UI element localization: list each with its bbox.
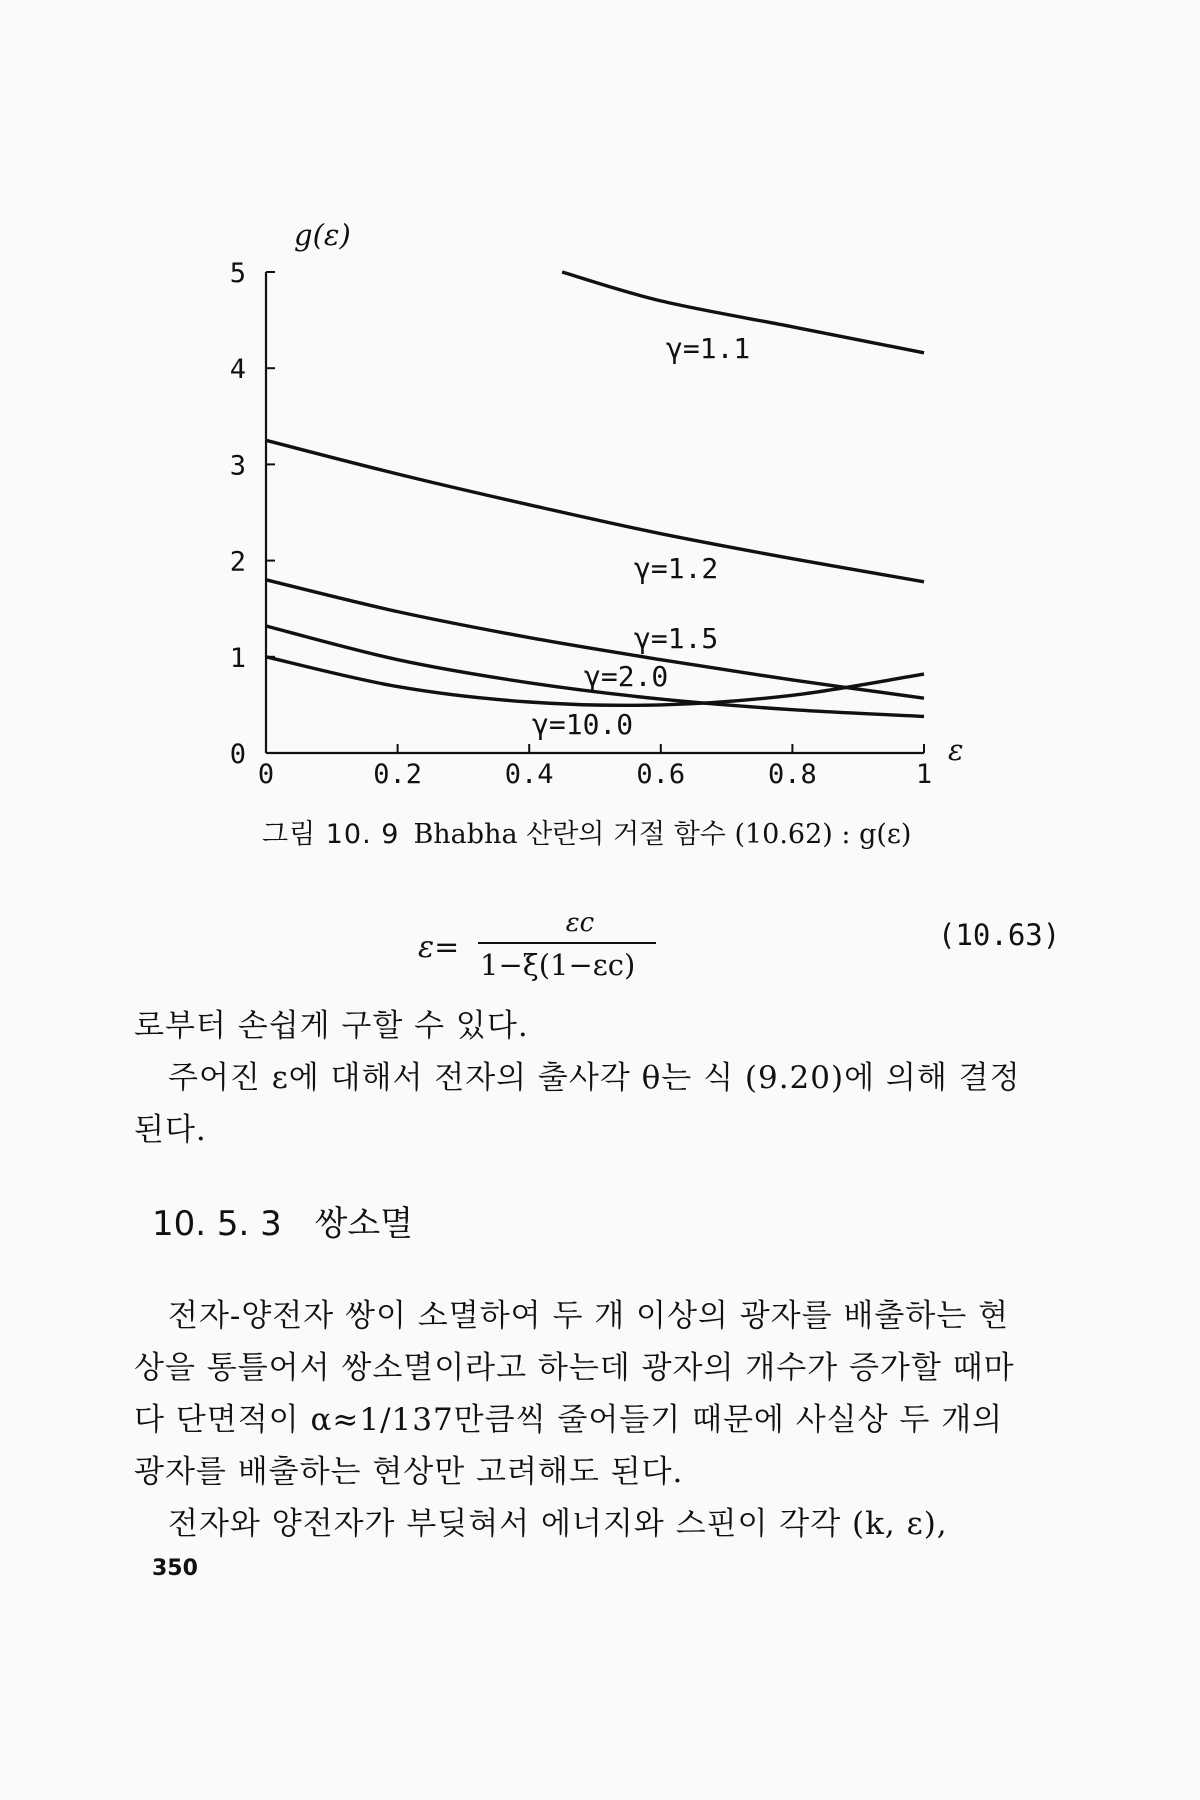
x-tick-label: 0.4 <box>504 759 554 790</box>
y-tick-label: 4 <box>229 354 246 386</box>
paragraph2-line: 전자-양전자 쌍이 소멸하여 두 개 이상의 광자를 배출하는 현 <box>168 1298 1010 1334</box>
paragraph1-line: 된다. <box>134 1112 207 1148</box>
x-tick-label: 0 <box>257 759 275 790</box>
bhabha-rejection-chart <box>0 0 1200 800</box>
curve-label-gamma-10.0: γ=10.0 <box>532 708 634 741</box>
figure-caption <box>262 812 911 851</box>
curve-label-gamma-1.5: γ=1.5 <box>634 622 719 655</box>
x-tick-label: 0.2 <box>373 759 422 790</box>
figure-caption-text: Bhabha 산란의 거절 함수 (10.62) : g(ε) <box>413 819 912 850</box>
y-tick-label: 1 <box>229 642 246 674</box>
y-tick-label: 2 <box>229 546 246 578</box>
y-axis-title: g(ε) <box>294 218 351 252</box>
curve-label-gamma-1.1: γ=1.1 <box>666 332 751 365</box>
figure-number: 그림 10. 9 <box>262 819 400 850</box>
y-tick-label: 0 <box>229 739 246 770</box>
equation-label: (10.63) <box>938 918 1061 952</box>
paragraph2-line: 다 단면적이 α≈1/137만큼씩 줄어들기 때문에 사실상 두 개의 <box>134 1402 1004 1438</box>
paragraph2-line: 광자를 배출하는 현상만 고려해도 된다. <box>134 1454 684 1490</box>
paragraph2-line: 상을 통틀어서 쌍소멸이라고 하는데 광자의 개수가 증가할 때마 <box>134 1350 1015 1386</box>
paragraph1-line: 로부터 손쉽게 구할 수 있다. <box>134 1008 529 1044</box>
x-tick-label: 0.8 <box>768 759 817 790</box>
page-number: 350 <box>152 1556 198 1581</box>
x-tick-label: 0.6 <box>636 759 686 790</box>
y-tick-label: 5 <box>229 258 246 289</box>
curve-series-1 <box>266 440 924 582</box>
section-heading <box>152 1196 413 1245</box>
equation-numerator: εc <box>565 908 595 938</box>
equation-denominator: 1−ξ(1−εc) <box>480 948 636 982</box>
section-number: 10. 5. 3 <box>152 1204 282 1244</box>
curve-label-gamma-1.2: γ=1.2 <box>634 552 719 585</box>
curve-label-gamma-2.0: γ=2.0 <box>584 660 669 693</box>
y-tick-label: 3 <box>229 450 246 482</box>
x-axis-title: ε <box>948 733 964 767</box>
x-tick-label: 1 <box>915 759 933 790</box>
paragraph2-line: 전자와 양전자가 부딪혀서 에너지와 스핀이 각각 (k, ε), <box>168 1506 948 1542</box>
paragraph1-line: 주어진 ε에 대해서 전자의 출사각 θ는 식 (9.20)에 의해 결정 <box>168 1060 1021 1096</box>
section-title: 쌍소멸 <box>314 1204 414 1244</box>
fraction-bar <box>478 942 656 944</box>
equation-lhs: ε= <box>418 930 460 965</box>
